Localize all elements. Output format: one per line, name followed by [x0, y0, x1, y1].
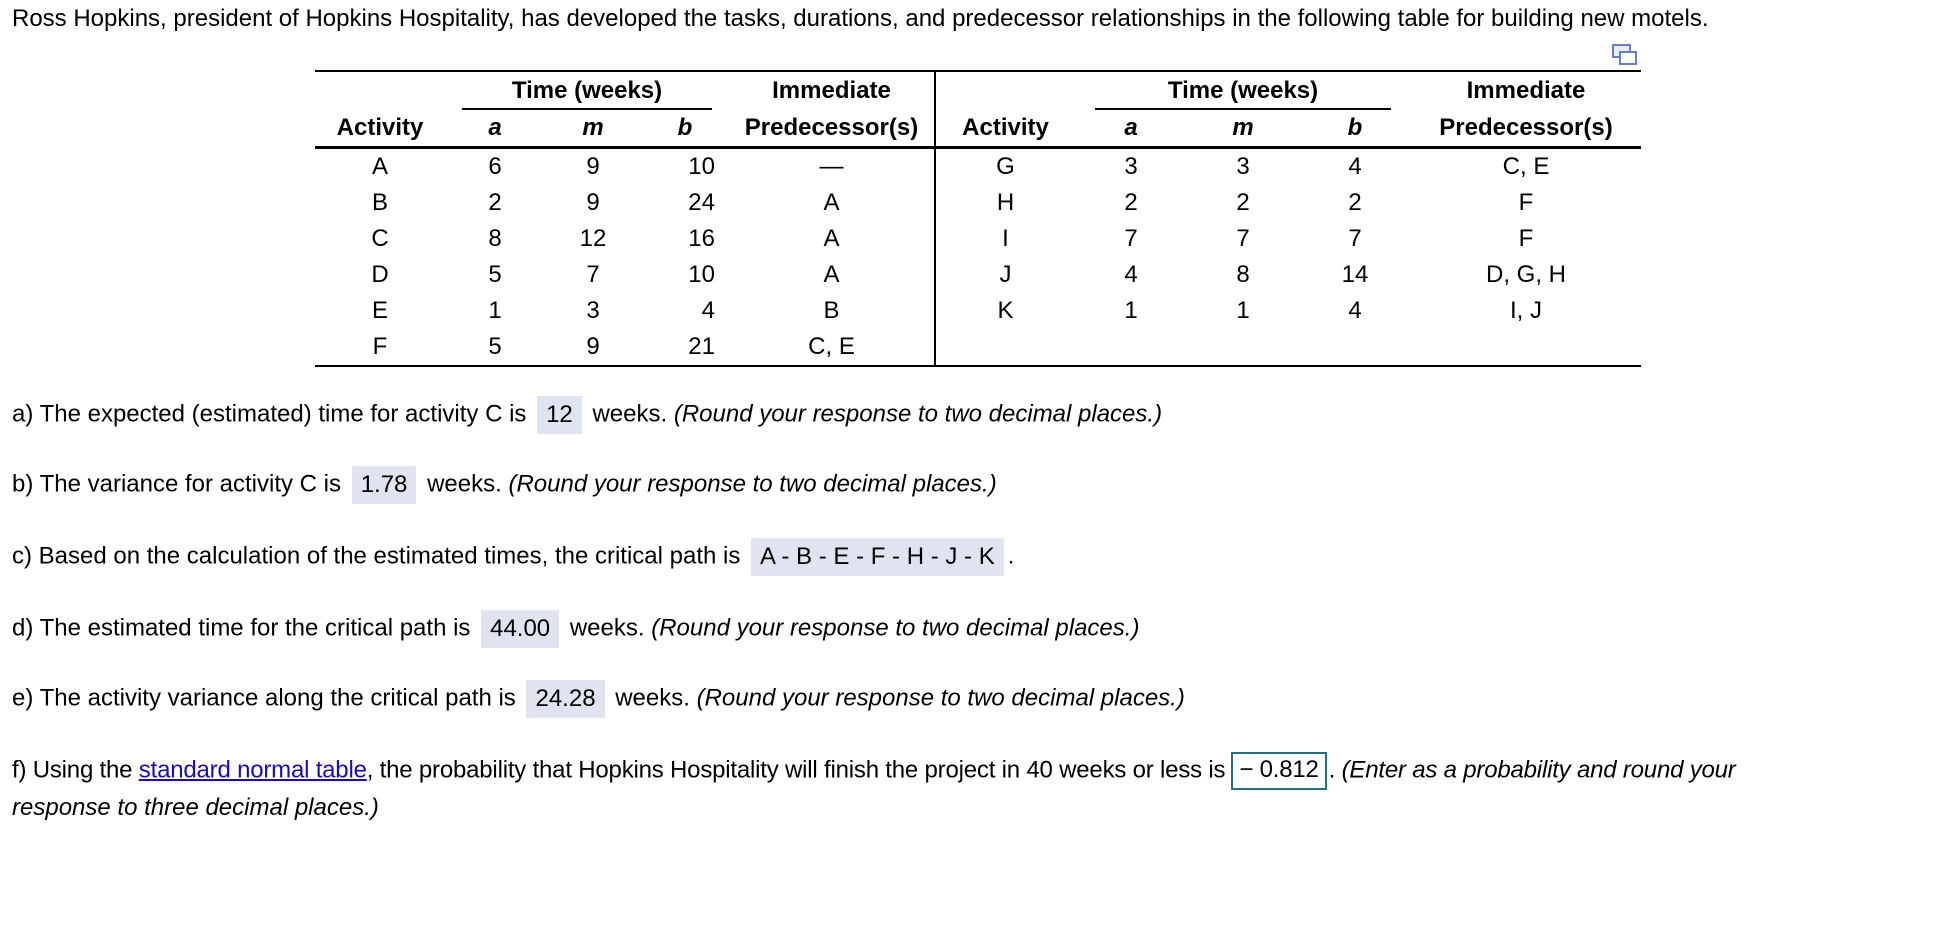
activity-table — [315, 70, 1641, 367]
predecessor-header-right-1: Immediate — [1411, 71, 1641, 110]
question-e: e) The activity variance along the critical path is 24.28 weeks. (Round your response to two decimal places.) — [12, 680, 1185, 718]
col-a-header-right: a — [1075, 110, 1187, 148]
question-d: d) The estimated time for the critical path is 44.00 weeks. (Round your response to two decimal places.) — [12, 610, 1139, 648]
question-f: f) Using the standard normal table, the probability that Hopkins Hospitality will finish the project in 40 weeks or less is − 0.812 . (Enter as a probability and round your — [12, 752, 1736, 790]
copy-table-icon[interactable] — [1612, 44, 1638, 66]
col-a-header-left: a — [445, 110, 545, 148]
activity-header-right: Activity — [935, 110, 1075, 148]
col-b-header-left: b — [641, 110, 729, 148]
question-a: a) The expected (estimated) time for activity C is 12 weeks. (Round your response to two decimal places.) — [12, 396, 1162, 434]
answer-e-field[interactable]: 24.28 — [526, 680, 604, 718]
predecessor-header-left-2: Predecessor(s) — [729, 110, 935, 148]
predecessor-header-left-1: Immediate — [729, 71, 935, 110]
question-b: b) The variance for activity C is 1.78 weeks. (Round your response to two decimal places.) — [12, 466, 997, 504]
table-row: C 8 12 16 A I 7 7 7 F — [315, 221, 1641, 257]
table-row: F 5 9 21 C, E — [315, 329, 1641, 366]
table-row: D 5 7 10 A J 4 8 14 D, G, H — [315, 257, 1641, 293]
table-row: B 2 9 24 A H 2 2 2 F — [315, 185, 1641, 221]
answer-c-field[interactable]: A - B - E - F - H - J - K — [751, 538, 1004, 576]
table-row: A 6 9 10 — G 3 3 4 C, E — [315, 148, 1641, 186]
col-m-header-right: m — [1187, 110, 1299, 148]
time-weeks-header-left: Time (weeks) — [462, 74, 712, 110]
col-m-header-left: m — [545, 110, 641, 148]
predecessor-header-right-2: Predecessor(s) — [1411, 110, 1641, 148]
problem-intro: Ross Hopkins, president of Hopkins Hospitality, has developed the tasks, durations, and predecessor relationships in the following table for building new motels. — [12, 5, 1709, 32]
answer-d-field[interactable]: 44.00 — [481, 610, 559, 648]
answer-a-field[interactable]: 12 — [537, 396, 582, 434]
question-c: c) Based on the calculation of the estimated times, the critical path is A - B - E - F - H - J - K . — [12, 538, 1014, 576]
answer-f-field[interactable]: − 0.812 — [1231, 752, 1326, 790]
answer-b-field[interactable]: 1.78 — [352, 466, 417, 504]
standard-normal-table-link[interactable]: standard normal table — [138, 756, 367, 784]
time-weeks-header-right: Time (weeks) — [1095, 74, 1391, 110]
table-row: E 1 3 4 B K 1 1 4 I, J — [315, 293, 1641, 329]
activity-header-left: Activity — [315, 110, 445, 148]
col-b-header-right: b — [1299, 110, 1411, 148]
question-f-continued: response to three decimal places.) — [12, 794, 379, 821]
